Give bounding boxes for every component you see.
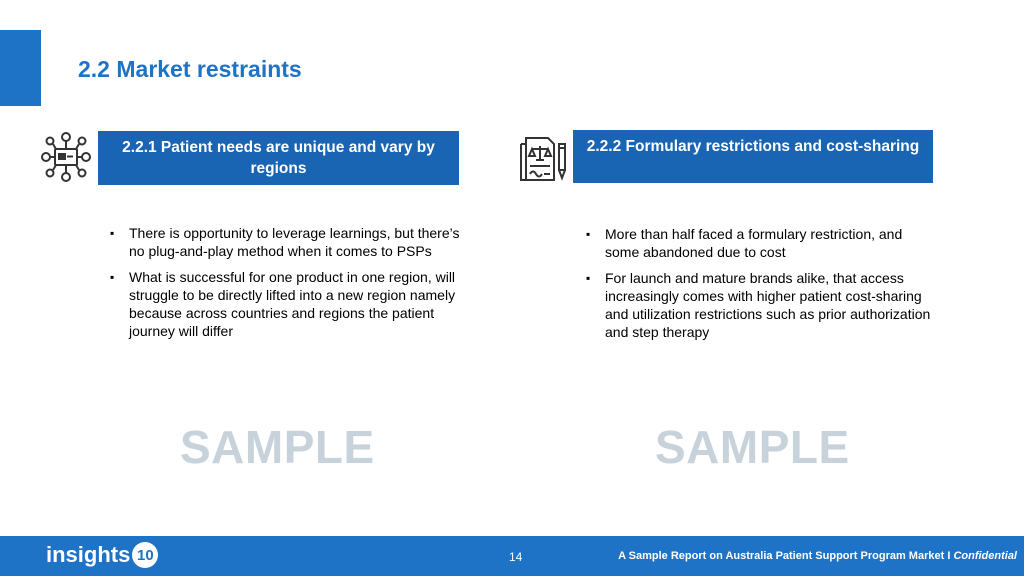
list-item: ▪ There is opportunity to leverage learnings, but there’s no plug-and-play method when it comes to PSPs xyxy=(105,224,460,260)
logo-number-badge: 10 xyxy=(132,542,158,568)
footer-bar xyxy=(0,536,1024,576)
page-number: 14 xyxy=(509,550,523,564)
section-heading-formulary-restrictions: 2.2.2 Formulary restrictions and cost-sharing xyxy=(573,130,933,183)
list-item: ▪ More than half faced a formulary restriction, and some abandoned due to cost xyxy=(581,225,931,261)
insights10-logo xyxy=(46,542,158,568)
section-heading-patient-needs: 2.2.1 Patient needs are unique and vary by regions xyxy=(98,131,459,185)
legal-document-icon xyxy=(518,136,570,182)
bullet-list-patient-needs xyxy=(105,224,460,348)
logo-text: insights xyxy=(46,542,131,567)
title-accent-bar xyxy=(0,30,41,106)
network-icon xyxy=(40,131,92,183)
footer-report-title xyxy=(618,550,1017,562)
sample-watermark: SAMPLE xyxy=(180,421,375,473)
page-title: 2.2 Market restraints xyxy=(78,56,302,82)
confidential-label: Confidential xyxy=(953,550,1017,562)
sample-watermark: SAMPLE xyxy=(655,421,850,473)
list-item: ▪ For launch and mature brands alike, that access increasingly comes with higher patient cost-sharing and utilization restrictions such as prior authorization and step therapy xyxy=(581,269,931,341)
list-item: ▪ What is successful for one product in one region, will struggle to be directly lifted into a new region namely because across countries and regions the patient journey will differ xyxy=(105,268,460,340)
bullet-list-formulary-restrictions xyxy=(581,225,931,349)
footer-report-text: A Sample Report on Australia Patient Support Program Market I xyxy=(618,550,954,562)
